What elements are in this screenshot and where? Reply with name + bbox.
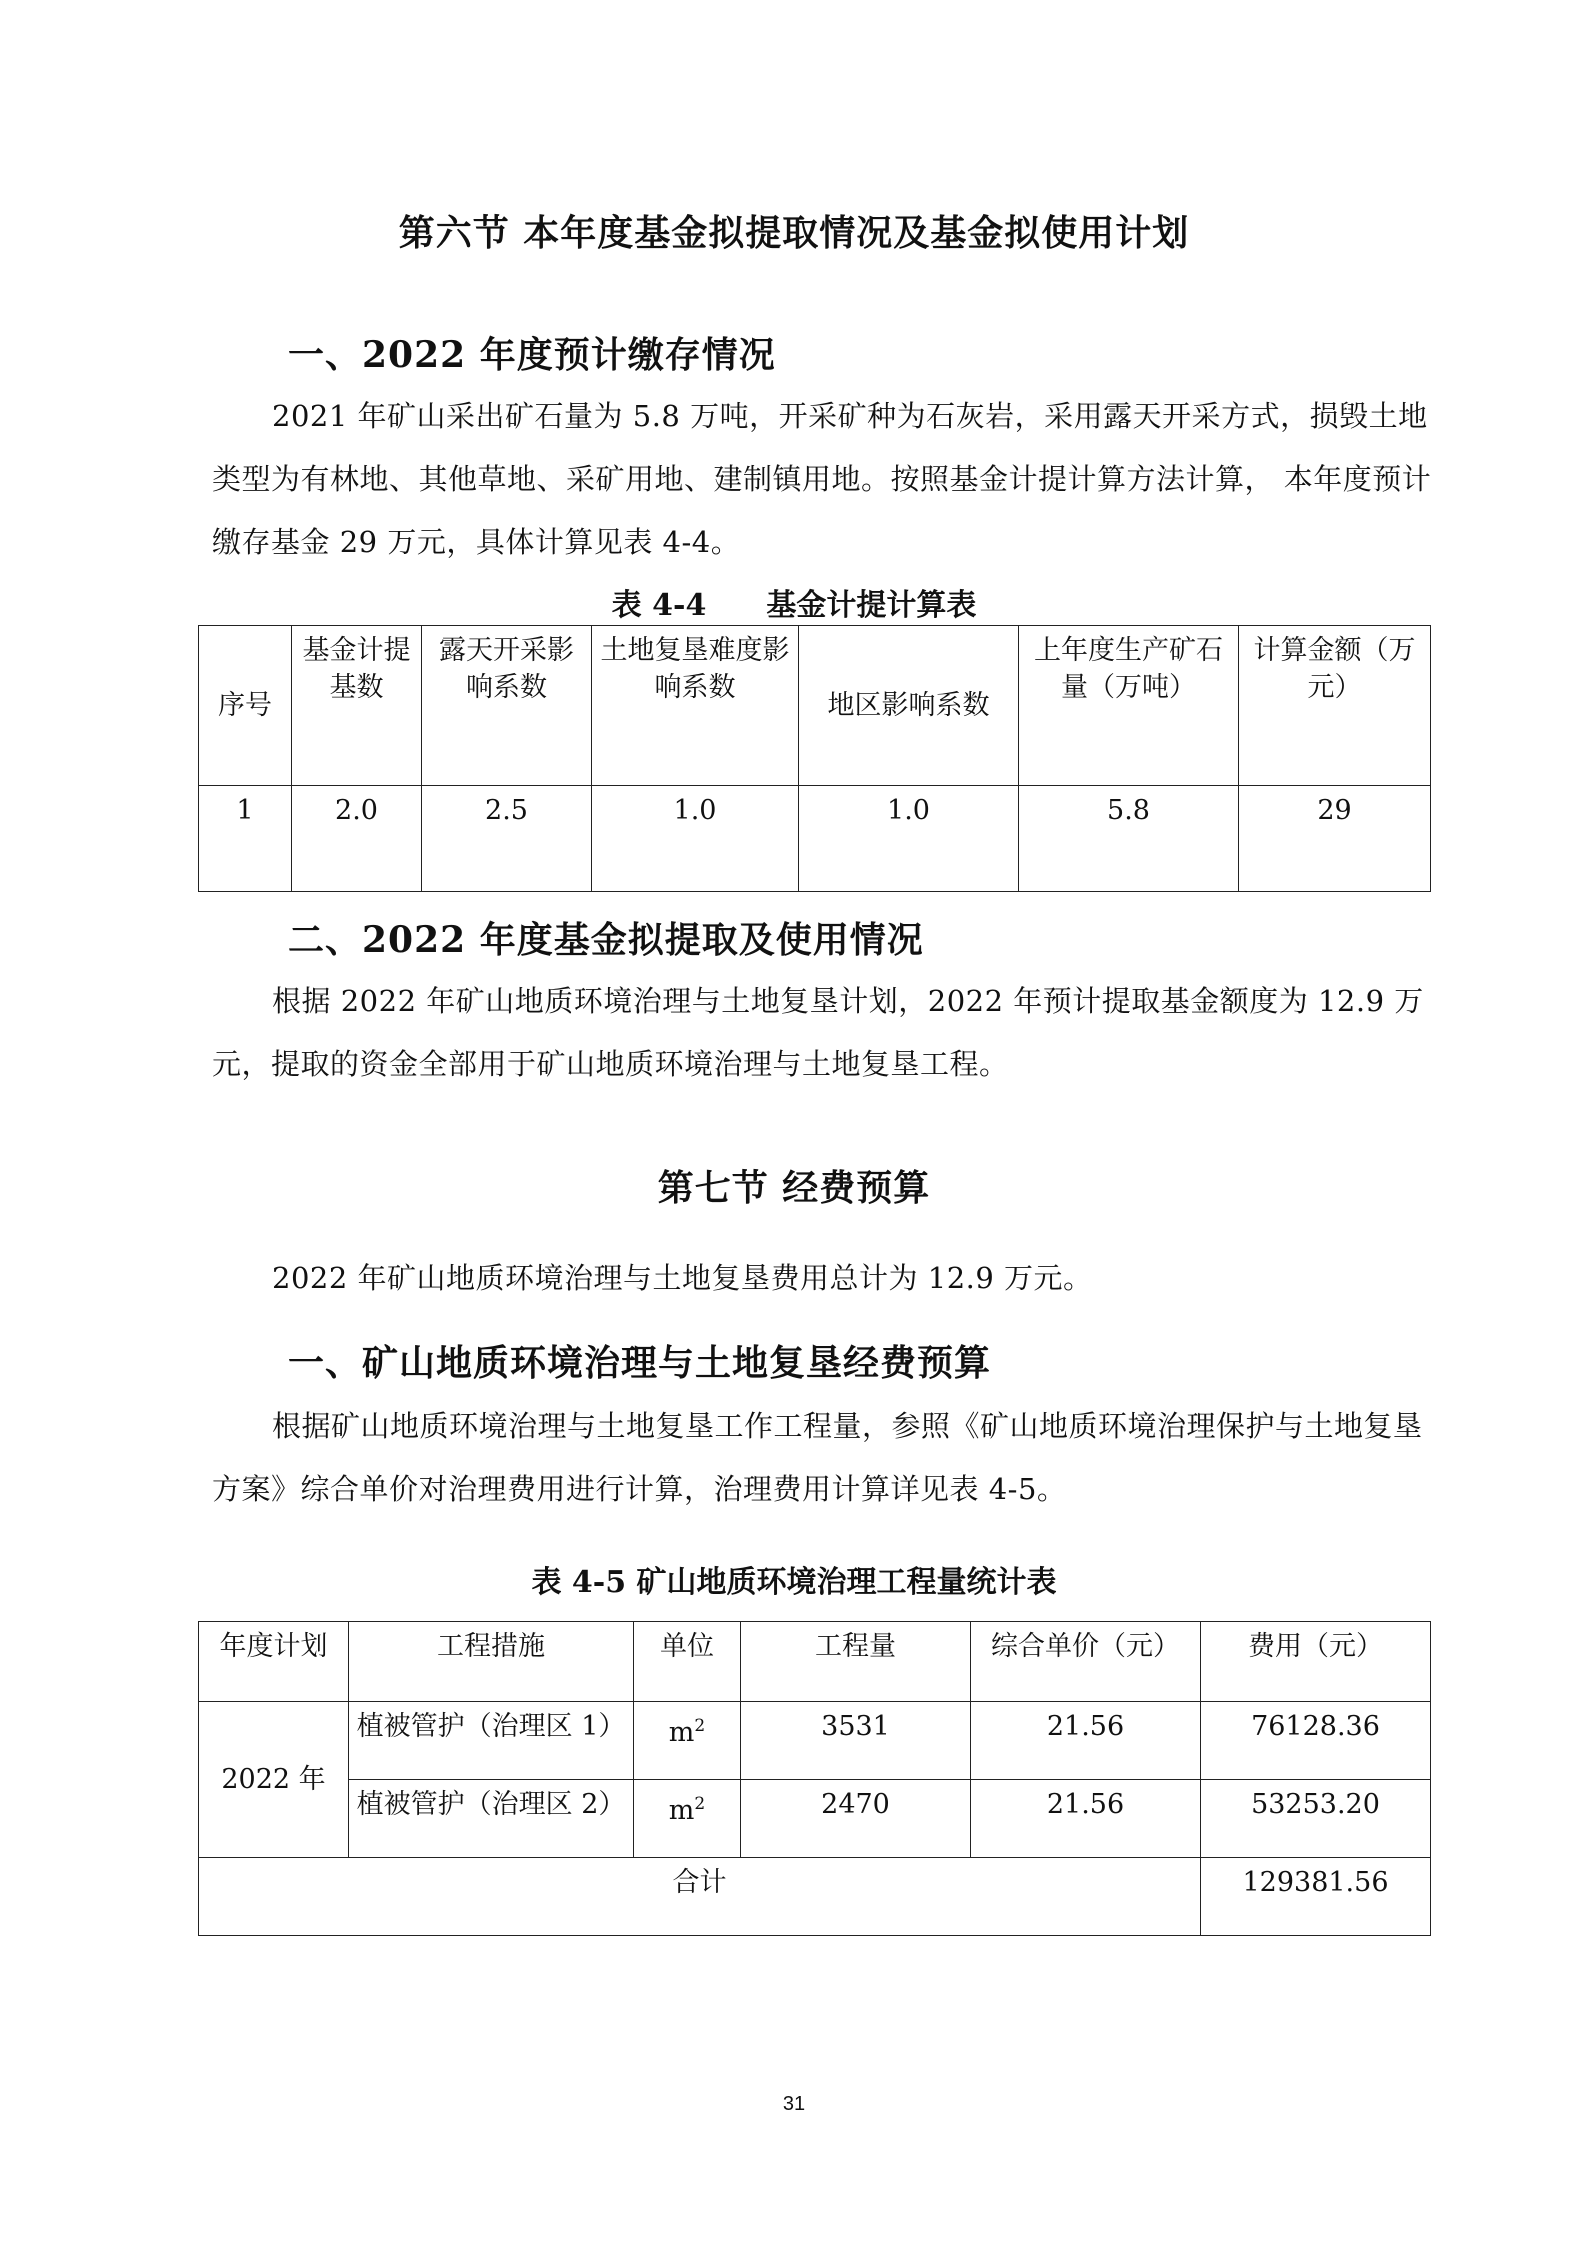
table-4-4-header-cell: 序号 [199,626,292,786]
section-6-subheading-2: 二、2022 年度基金拟提取及使用情况 [288,919,924,961]
section-6-paragraph-2 [212,970,1438,1096]
table-4-5-caption: 表 4-5 矿山地质环境治理工程量统计表 [531,1565,1057,1600]
table-4-5-cell: 76128.36 [1201,1702,1431,1780]
table-4-4-cell: 1.0 [592,786,799,892]
table-4-5-year-cell: 2022 年 [199,1702,349,1858]
paragraph-text: 2022 年矿山地质环境治理与土地复垦费用总计为 12.9 万元。 [272,1261,1093,1295]
table-4-4-header-cell: 土地复垦难度影响系数 [592,626,799,786]
table-4-5-header-cell: 综合单价（元） [971,1622,1201,1702]
unit-base: m [668,1717,695,1748]
table-4-5-cell: 21.56 [971,1780,1201,1858]
section-6-paragraph-1 [212,385,1438,574]
table-4-4-cell: 29 [1239,786,1431,892]
section-7-title: 第七节 经费预算 [657,1167,931,1209]
table-4-5-cell: 植被管护（治理区 1） [349,1702,634,1780]
table-4-5-cell: 21.56 [971,1702,1201,1780]
table-4-4-cell: 5.8 [1019,786,1239,892]
unit-base: m [668,1795,695,1826]
section-6-subheading-1: 一、2022 年度预计缴存情况 [288,334,776,376]
section-6-title: 第六节 本年度基金拟提取情况及基金拟使用计划 [398,212,1190,254]
table-4-4-header-cell: 露天开采影响系数 [422,626,592,786]
table-4-4-header-cell: 上年度生产矿石量（万吨） [1019,626,1239,786]
table-4-4-cell: 1 [199,786,292,892]
table-4-4-header-cell: 基金计提基数 [292,626,422,786]
table-4-4-caption [0,580,1588,624]
unit-superscript: 2 [694,1716,706,1736]
table-4-4 [198,625,1431,892]
table-4-5-header-cell: 工程措施 [349,1622,634,1702]
unit-superscript: 2 [694,1794,706,1814]
table-4-5-unit-cell [634,1780,741,1858]
table-4-5-cell: 2470 [741,1780,971,1858]
paragraph-text: 根据 2022 年矿山地质环境治理与土地复垦计划，2022 年预计提取基金额度为 12.9 万元，提取的资金全部用于矿山地质环境治理与土地复垦工程。 [212,984,1424,1081]
table-4-5-cell: 植被管护（治理区 2） [349,1780,634,1858]
table-4-5-cell: 3531 [741,1702,971,1780]
section-7-subheading-1: 一、矿山地质环境治理与土地复垦经费预算 [288,1342,992,1384]
table-4-4-cell: 1.0 [799,786,1019,892]
table-4-5-total-value: 129381.56 [1201,1858,1431,1936]
table-4-5-cell: 53253.20 [1201,1780,1431,1858]
table-4-4-header-cell: 计算金额（万元） [1239,626,1431,786]
table-4-5-header-cell: 费用（元） [1201,1622,1431,1702]
table-4-5-header-cell: 工程量 [741,1622,971,1702]
table-4-5-total-label: 合计 [199,1858,1201,1936]
table-4-4-header-cell: 地区影响系数 [799,626,1019,786]
table-4-5-header-cell: 年度计划 [199,1622,349,1702]
table-4-4-caption-text: 基金计提计算表 [766,588,977,623]
page-number: 31 [782,2093,806,2115]
section-7-paragraph-2 [212,1395,1438,1521]
table-4-4-cell: 2.0 [292,786,422,892]
paragraph-text: 根据矿山地质环境治理与土地复垦工作工程量，参照《矿山地质环境治理保护与土地复垦方案》综合单价对治理费用进行计算，治理费用计算详见表 4-5。 [212,1409,1423,1506]
paragraph-text: 2021 年矿山采出矿石量为 5.8 万吨，开采矿种为石灰岩，采用露天开采方式，损毁土地类型为有林地、其他草地、采矿用地、建制镇用地。按照基金计提计算方法计算， 本年度预计缴存基金 29 万元，具体计算见表 4-4。 [212,399,1432,559]
table-4-5-unit-cell [634,1702,741,1780]
section-7-paragraph-1 [212,1247,1438,1310]
table-4-4-caption-number: 表 4-4 [611,588,707,623]
table-4-4-cell: 2.5 [422,786,592,892]
table-4-5 [198,1621,1431,1936]
table-4-5-header-cell: 单位 [634,1622,741,1702]
